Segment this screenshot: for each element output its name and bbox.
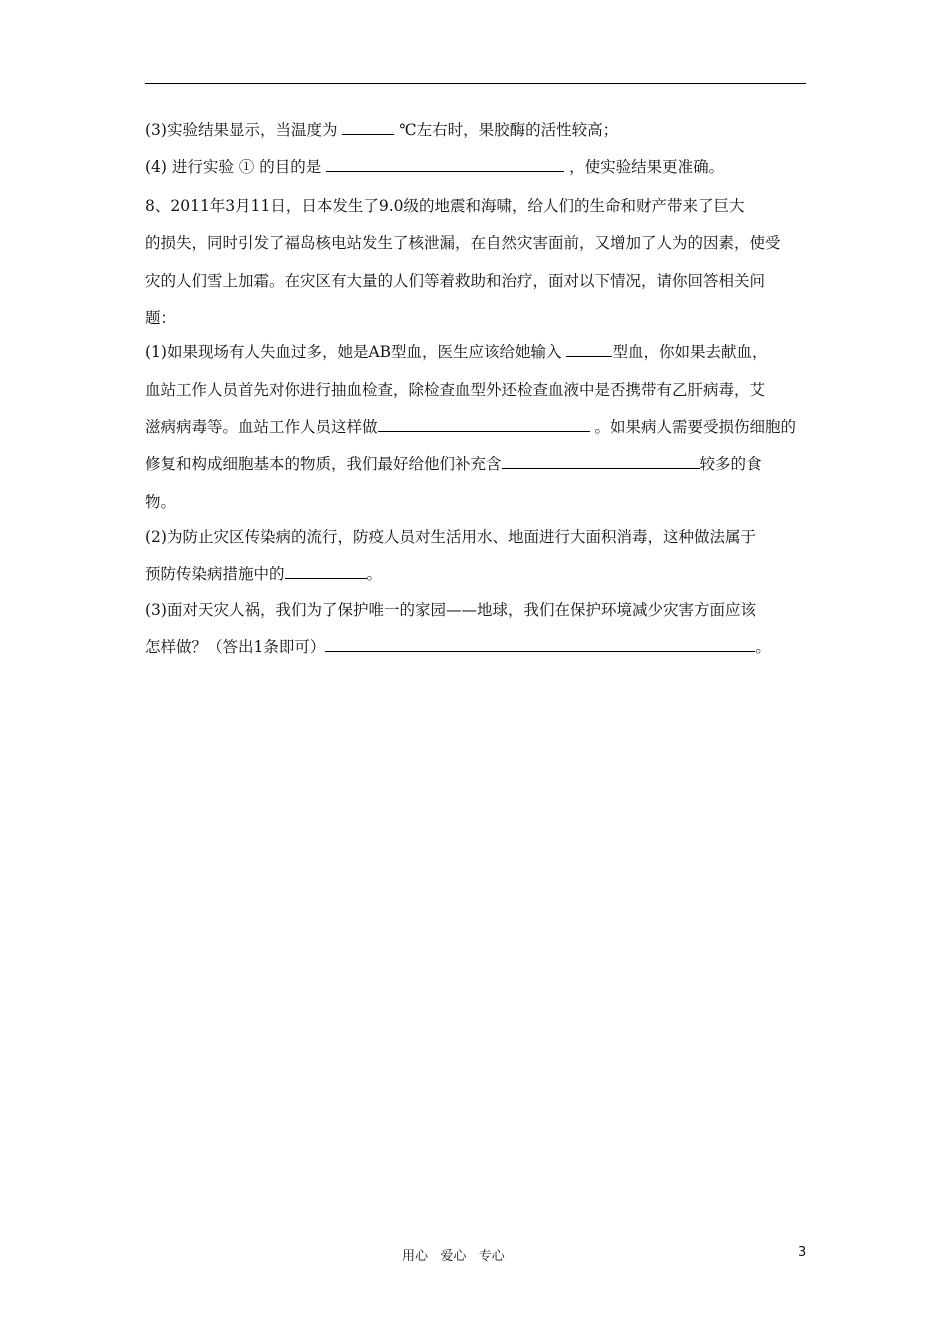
answer-blank (325, 635, 755, 652)
text-segment: (1)如果现场有人失血过多，她是AB型血，医生应该给她输入 (145, 343, 567, 361)
text-line-q3 (145, 118, 618, 142)
text-line (145, 231, 781, 255)
text-segment: 怎样做？（答出1条即可） (145, 638, 326, 656)
answer-blank (566, 340, 612, 357)
text-line-sub3 (145, 598, 756, 622)
answer-blank (342, 118, 394, 135)
answer-blank (378, 415, 590, 432)
text-segment: 的损失，同时引发了福岛核电站发生了核泄漏，在自然灾害面前，又增加了人为的因素，使受 (145, 234, 781, 252)
text-segment: 8、2011年3月11日，日本发生了9.0级的地震和海啸，给人们的生命和财产带来了巨大 (145, 197, 745, 215)
text-segment: 物。 (145, 493, 177, 511)
text-segment: 血站工作人员首先对你进行抽血检查，除检查血型外还检查血液中是否携带有乙肝病毒，艾 (145, 381, 766, 399)
answer-blank (326, 155, 564, 172)
text-segment: 滋病病毒等。血站工作人员这样做 (145, 418, 378, 436)
text-segment: 。如果病人需要受损伤细胞的 (589, 418, 796, 436)
text-segment: ，使实验结果更准确。 (564, 158, 725, 176)
text-segment: ℃左右时，果胶酶的活性较高； (394, 121, 619, 139)
text-line (145, 490, 176, 514)
text-line (145, 269, 765, 293)
text-line (145, 306, 176, 330)
text-segment: 型血，你如果去献血， (612, 343, 768, 361)
text-segment: 。 (755, 638, 771, 656)
text-line-q8-intro (145, 194, 745, 218)
header-rule (145, 83, 806, 84)
text-segment: 题： (145, 309, 177, 327)
text-segment: (2)为防止灾区传染病的流行，防疫人员对生活用水、地面进行大面积消毒，这种做法属于 (145, 528, 756, 546)
answer-blank (285, 562, 367, 579)
text-line (145, 452, 762, 476)
text-segment: (3)实验结果显示，当温度为 (145, 121, 343, 139)
text-line-sub1 (145, 340, 767, 364)
text-line-q4 (145, 155, 724, 179)
text-segment: 修复和构成细胞基本的物质，我们最好给他们补充含 (145, 455, 502, 473)
text-line (145, 562, 382, 586)
text-line (145, 415, 796, 439)
text-segment: (3)面对天灾人祸，我们为了保护唯一的家园——地球，我们在保护环境减少灾害方面应该 (145, 601, 756, 619)
text-segment: 较多的食 (699, 455, 762, 473)
footer-motto: 用心 爱心 专心 (402, 1249, 505, 1264)
text-segment: (4) 进行实验 ① 的目的是 (145, 158, 327, 176)
text-segment: 预防传染病措施中的 (145, 565, 285, 583)
text-segment: 。 (366, 565, 383, 583)
page-number: 3 (798, 1245, 807, 1260)
text-line (145, 378, 765, 402)
text-line-sub2 (145, 525, 756, 549)
text-line (145, 635, 771, 659)
answer-blank (502, 452, 700, 469)
text-segment: 灾的人们雪上加霜。在灾区有大量的人们等着救助和治疗，面对以下情况，请你回答相关问 (145, 272, 766, 290)
